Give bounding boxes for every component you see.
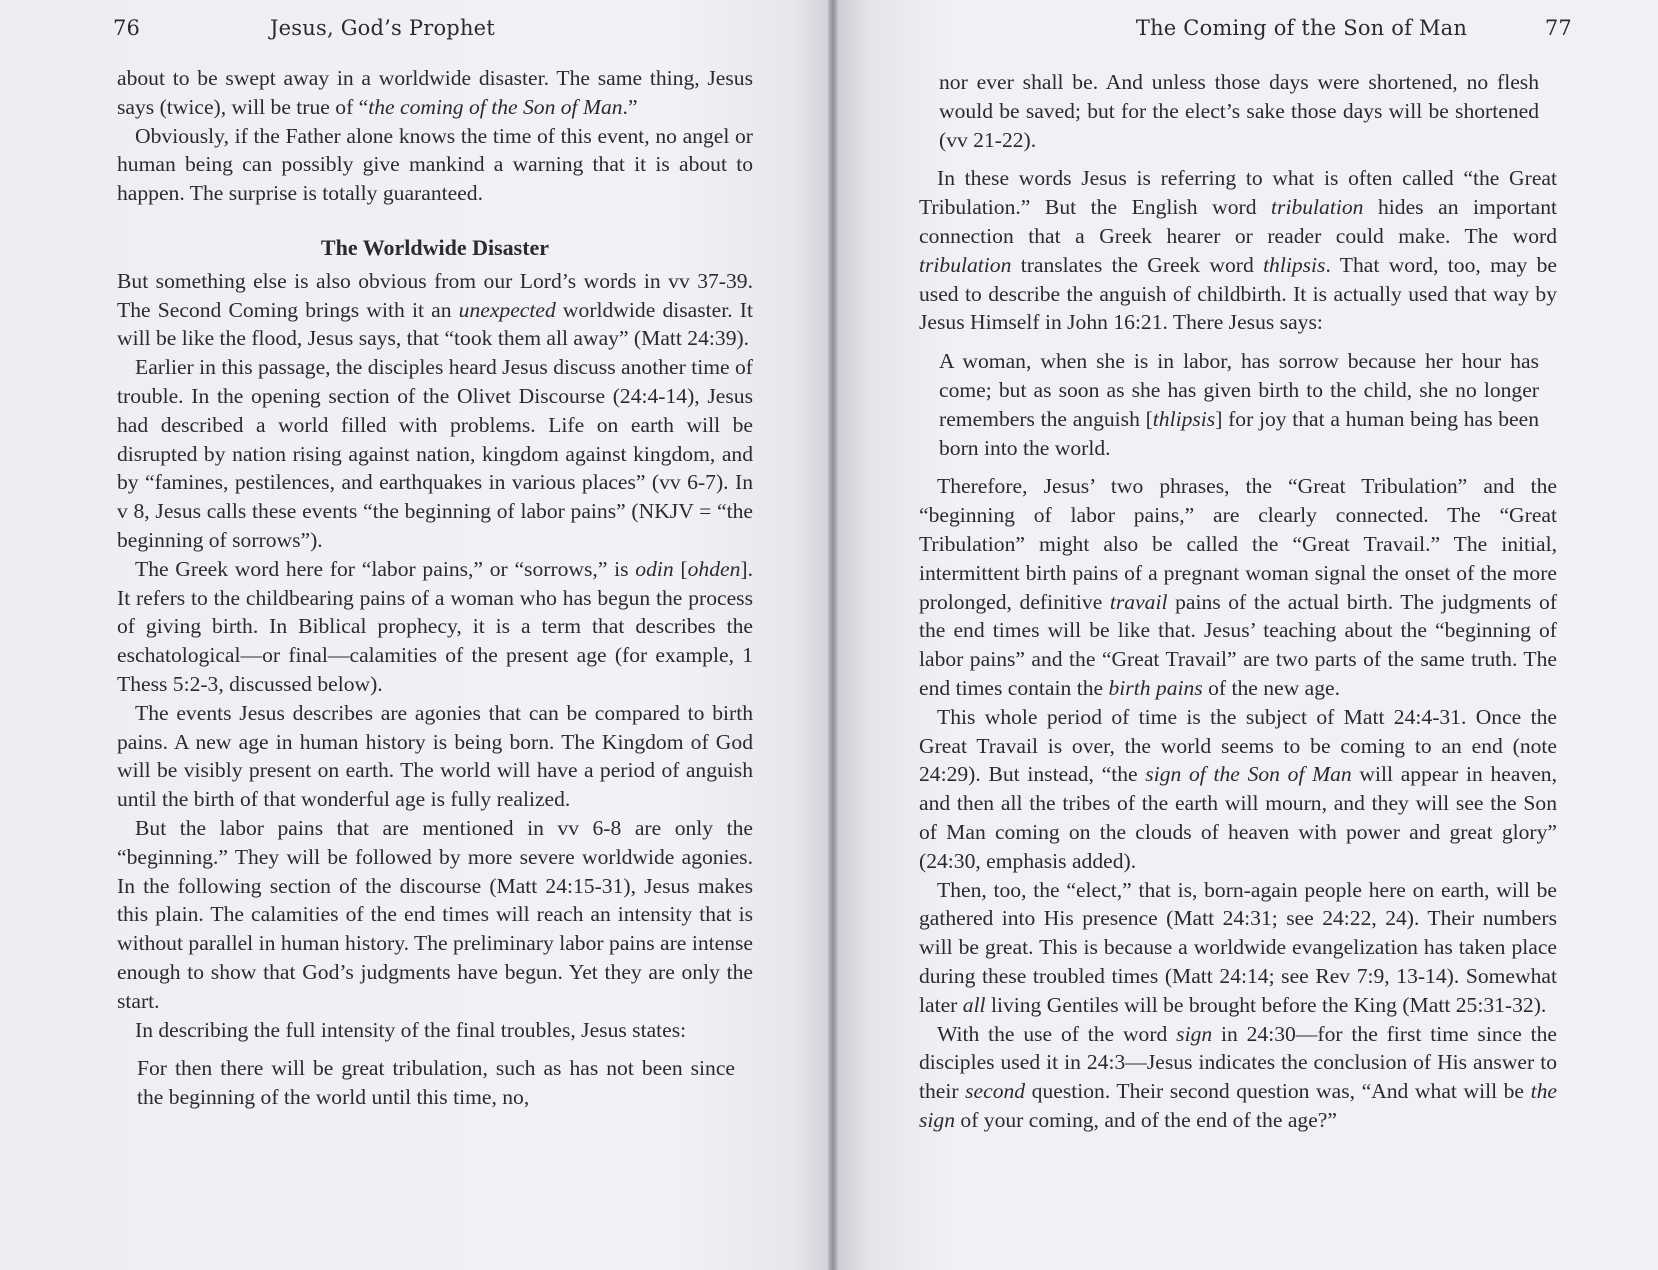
block-quote: A woman, when she is in labor, has sorrow because her hour has come; but as soon as she has given birth to the child, she no longer remembers the anguish [thlipsis] for joy that a human being has been born into the world. [939,349,1539,460]
right-page [835,0,1658,1270]
body-text [919,68,1557,1135]
paragraph: In these words Jesus is referring to what is often called “the Great Tribulation.” But the English word tribulation hides an important connection that a Greek hearer or reader could make. The word tribulation translates the Greek word thlipsis. That word, too, may be used to describe the anguish of childbirth. It is actually used that way by Jesus Himself in John 16:21. There Jesus says: [919,166,1557,335]
paragraph: With the use of the word sign in 24:30—for the first time since the disciples used it in 24:3—Jesus indicates the conclusion of His answer to their second question. Their second question was, “And what will be the sign of your coming, and of the end of the age?” [919,1021,1557,1132]
paragraph: The events Jesus describes are agonies that can be compared to birth pains. A new age in human history is being born. The Kingdom of God will be visibly present on earth. The world will have a period of anguish until the birth of that wonderful age is fully realized. [117,700,753,812]
block-quote: nor ever shall be. And unless those days were shortened, no flesh would be saved; but for the elect’s sake those days will be shortened (vv 21-22). [939,70,1539,152]
body-text [117,64,753,1122]
paragraph: But something else is also obvious from our Lord’s words in vv 37-39. The Second Coming brings with it an unexpected worldwide disaster. It will be like the flood, Jesus says, that “took them all away” (Matt 24:39). [117,268,753,351]
paragraph: The Greek word here for “labor pains,” or “sorrows,” is odin [ohden]. It refers to the childbearing pains of a woman who has begun the process of giving birth. In Biblical prophecy, it is a term that describes the eschatological—or final—calamities of the present age (for example, 1 Thess 5:2-3, discussed below). [117,556,753,696]
paragraph: Therefore, Jesus’ two phrases, the “Great Tribulation” and the “beginning of labor pains,” are clearly connected. The “Great Tribulation” might also be called the “Great Travail.” The initial, intermittent birth pains of a pregnant woman signal the onset of the more prolonged, definitive travail pains of the actual birth. The judgments of the end times will be like that. Jesus’ teaching about the “beginning of labor pains” and the “Great Travail” are two parts of the same truth. The end times contain the birth pains of the new age. [919,474,1558,700]
page-number: 76 [113,16,141,40]
book-gutter [828,0,838,1270]
running-head: The Coming of the Son of Man [1135,16,1468,40]
paragraph: Then, too, the “elect,” that is, born-again people here on earth, will be gathered into His presence (Matt 24:31; see 24:22, 24). Their numbers will be great. This is because a worldwide evangelization has taken place during these troubled times (Matt 24:14; see Rev 7:9, 13-14). Somewhat later all living Gentiles will be brought before the King (Matt 25:31-32). [919,877,1557,1017]
paragraph: Earlier in this passage, the disciples heard Jesus discuss another time of trouble. In the opening section of the Olivet Discourse (24:4-14), Jesus had described a world filled with problems. Life on earth will be disrupted by nation rising against nation, kingdom against kingdom, and by “famines, pestilences, and earthquakes in various places” (vv 6-7). In v 8, Jesus calls these events “the beginning of labor pains” (NKJV = “the beginning of sorrows”). [117,355,753,552]
section-heading: The Worldwide Disaster [320,234,550,260]
paragraph: about to be swept away in a worldwide disaster. The same thing, Jesus says (twice), will be true of “the coming of the Son of Man.” [117,66,753,119]
block-quote: For then there will be great tribulation, such as has not been since the beginning of the world until this time, no, [137,1056,735,1110]
paragraph: In describing the full intensity of the final troubles, Jesus states: [135,1017,687,1042]
paragraph: This whole period of time is the subject of Matt 24:4-31. Once the Great Travail is over, the world seems to be coming to an end (note 24:29). But instead, “the sign of the Son of Man will appear in heaven, and then all the tribes of the earth will mourn, and they will see the Son of Man coming on the clouds of heaven with power and great glory” (24:30, emphasis added). [919,704,1557,873]
paragraph: But the labor pains that are mentioned in vv 6-8 are only the “beginning.” They will be followed by more severe worldwide agonies. In the following section of the discourse (Matt 24:15-31), Jesus makes this plain. The calamities of the end times will reach an intensity that is without parallel in human history. The preliminary labor pains are intense enough to show that God’s judgments have begun. Yet they are only the start. [117,815,753,1013]
page-number: 77 [1544,16,1572,40]
running-head: Jesus, God’s Prophet [270,16,495,40]
paragraph: Obviously, if the Father alone knows the time of this event, no angel or human being can possibly give mankind a warning that it is about to happen. The surprise is totally guaranteed. [117,123,753,206]
